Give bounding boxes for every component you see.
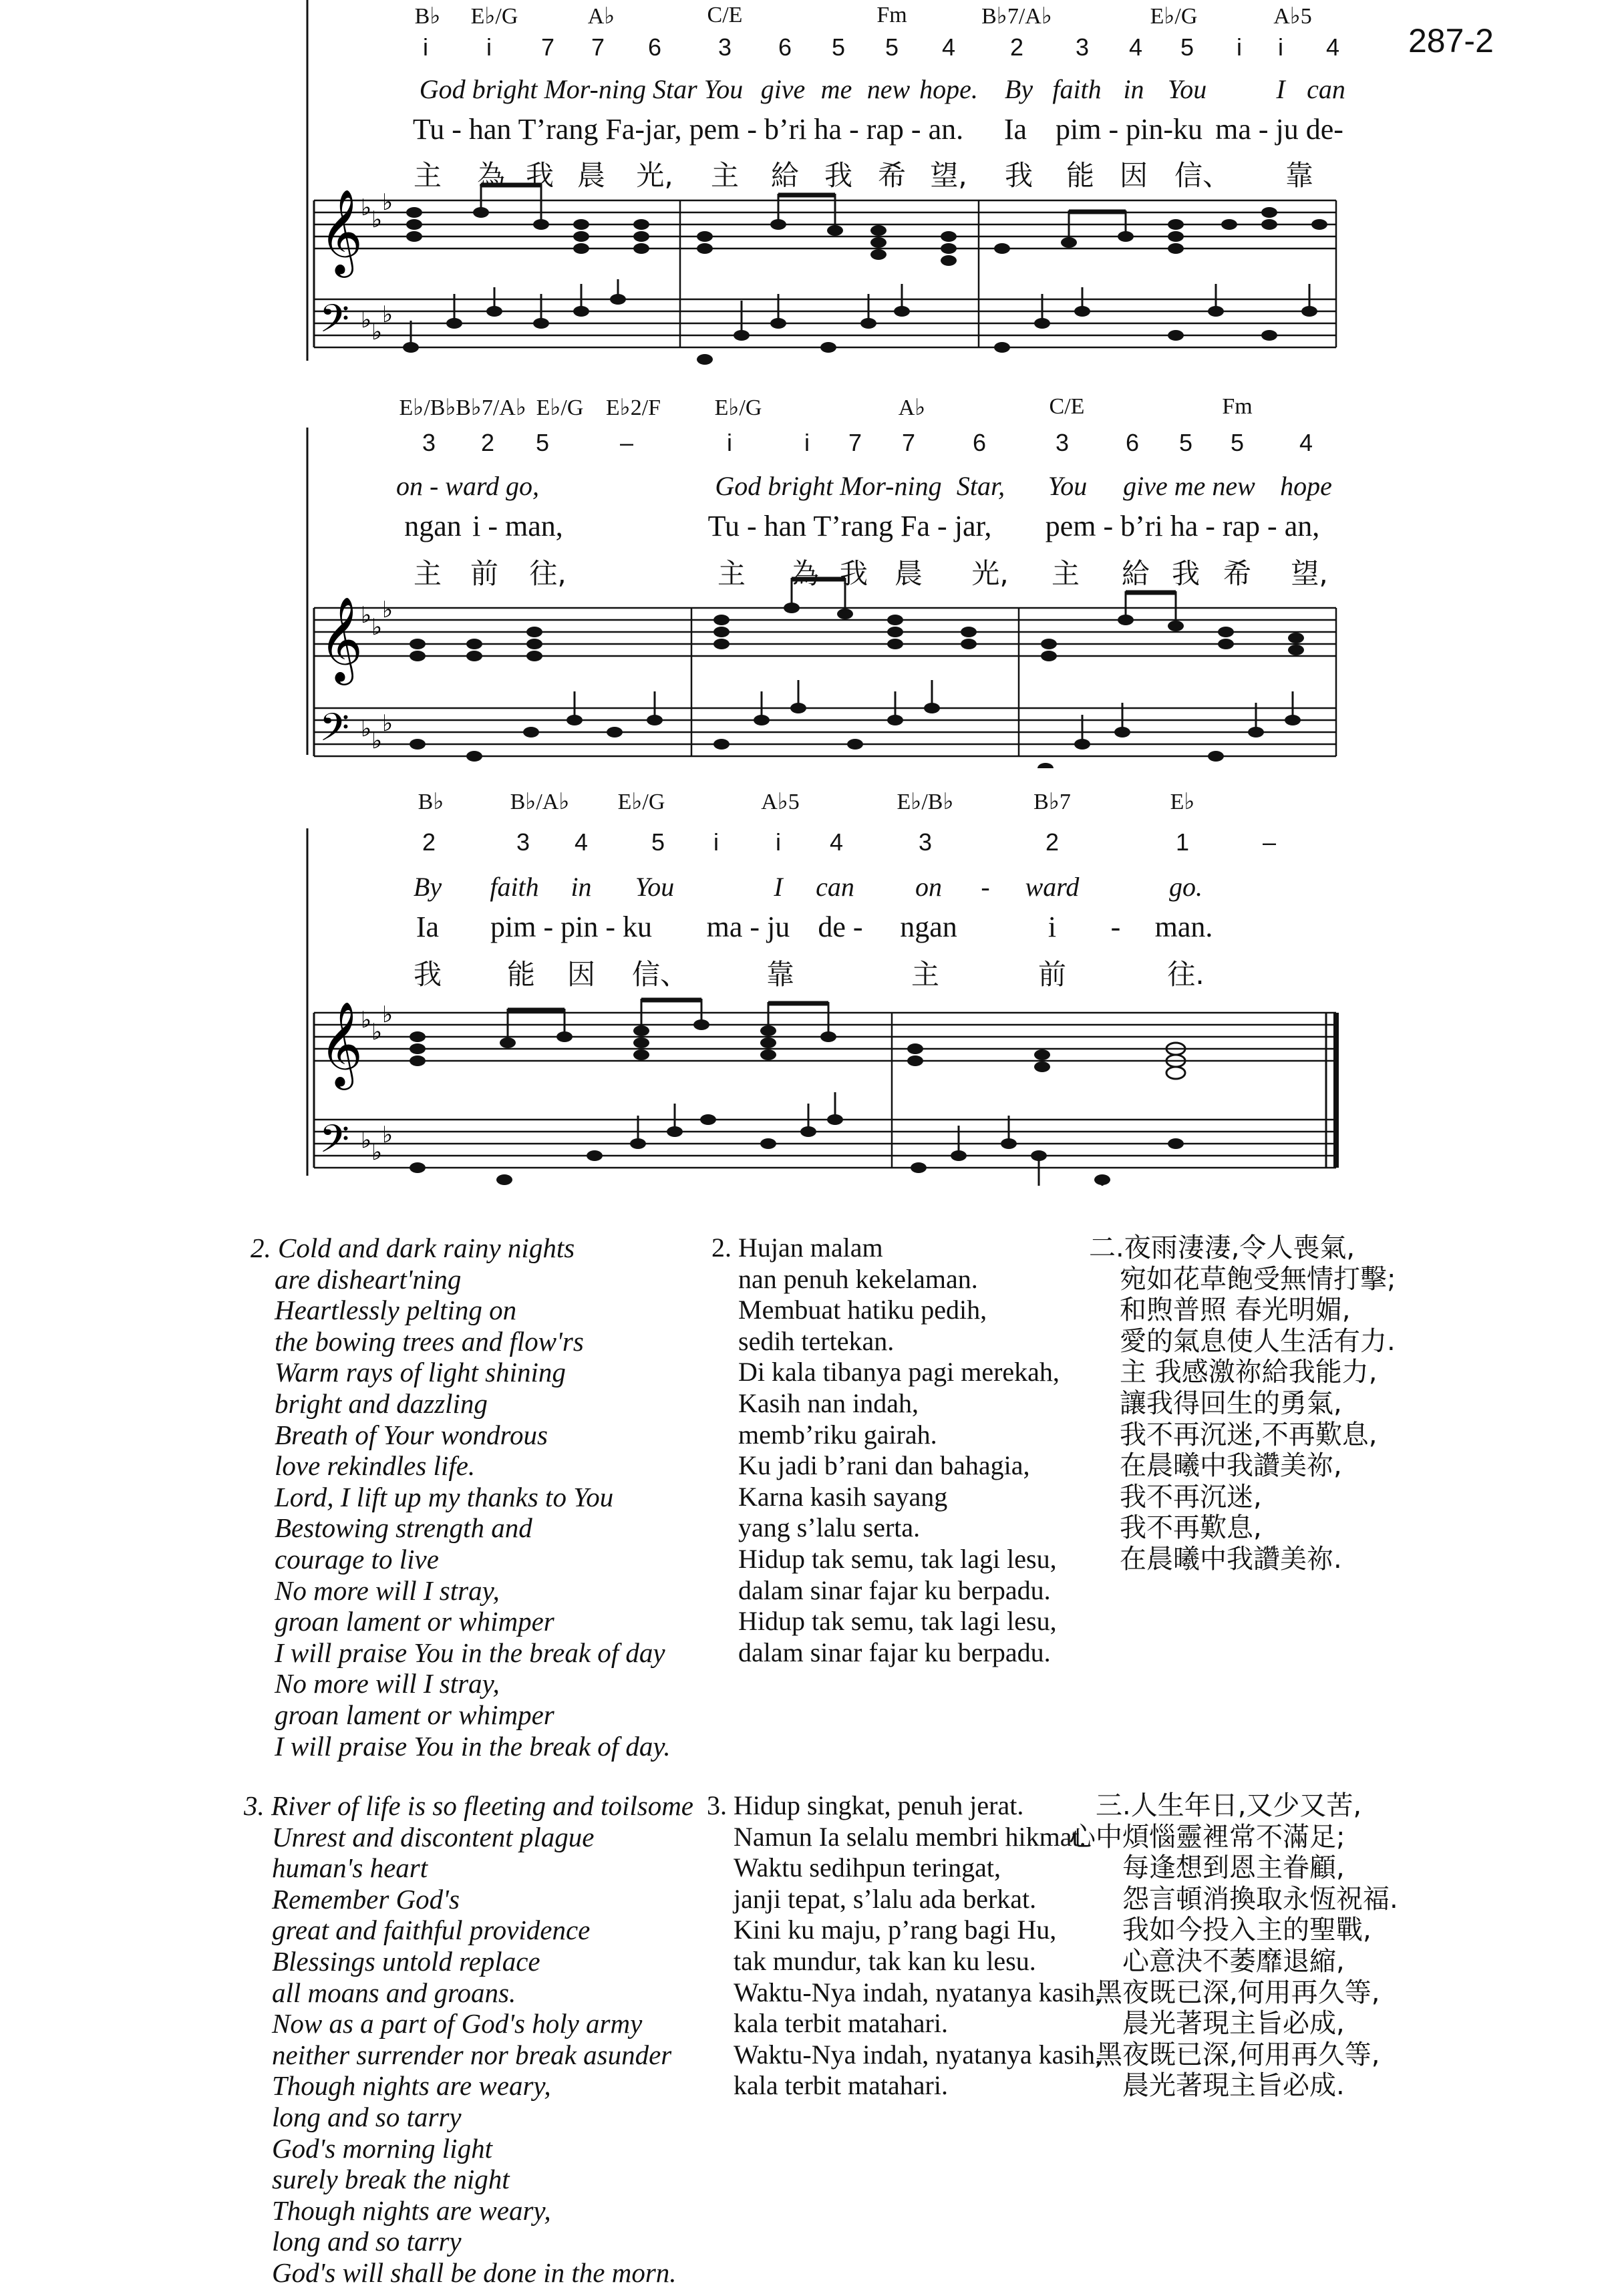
lyric-syllable: hope. [919,74,978,104]
chord-symbol: B♭7/A♭ [456,395,526,420]
verse-line: 心意決不萎靡退縮, [1122,1945,1345,1977]
note-number: 4 [941,33,956,61]
verse-line: 和煦普照 春光明媚, [1120,1295,1351,1326]
svg-text:♭: ♭ [382,597,393,623]
verse-line: 二.夜雨淒淒,令人喪氣, [1089,1233,1355,1263]
svg-text:♭: ♭ [382,1001,393,1028]
verse-line: 在晨曦中我讚美祢. [1120,1543,1342,1575]
lyric-character: 望, [1291,557,1328,590]
lyric-character: 給 [1121,557,1150,590]
bass-staff [314,708,1336,756]
bass-notes [410,1114,1184,1185]
chord-symbol: A♭ [898,395,926,420]
verse-line: kala terbit matahari. [734,2070,948,2101]
lyric-syllable: on - ward go, [395,471,540,501]
note-number: 5 [884,33,899,61]
verse-line: kala terbit matahari. [734,2008,948,2039]
lyric-syllable: Tu - han T’rang Fa-jar, pem - b’ri ha - rap - an. [412,113,964,146]
verse-line: great and faithful providence [272,1915,591,1946]
verse-line: 讓我得回生的勇氣, [1120,1387,1342,1419]
verse-line: 3. Hidup singkat, penuh jerat. [707,1790,1024,1820]
note-number: 6 [647,33,662,61]
verse-line: Namun Ia selalu membri hikmat. [734,1821,1086,1852]
verse-line: neither surrender nor break asunder [272,2039,672,2070]
lyric-character: 前 [1037,958,1067,991]
lyric-syllable: give me new [1123,471,1255,501]
lyric-character: 主 [710,159,740,192]
chord-symbol: E♭2/F [605,395,661,420]
note-number: i [713,828,719,856]
verse-line: 每逢想到恩主眷顧, [1122,1852,1345,1884]
verse-line: Hidup tak semu, tak lagi lesu, [738,1606,1057,1637]
lyric-character: 靠 [766,958,795,991]
svg-text:♭: ♭ [361,1127,372,1154]
lyric-syllable: You [635,872,675,902]
note-number: 7 [540,33,555,61]
verse-line: all moans and groans. [272,1977,516,2008]
lyric-character: 信、 [631,958,689,991]
chord-symbol: A♭5 [1273,4,1312,29]
lyric-syllable: ma - ju de- [1215,113,1343,146]
verse-line: Karna kasih sayang [738,1481,948,1512]
lyric-character: 能 [1066,159,1095,192]
verse-line: tak mundur, tak kan ku lesu. [734,1945,1036,1976]
verse-line: 晨光著現主旨必成. [1122,2070,1345,2102]
key-signature-icon [361,189,393,345]
chord-symbol: A♭ [587,4,615,29]
lyric-syllable: Ia [416,911,440,943]
lyric-character: 主 [717,557,746,590]
verse-line: Waktu sedihpun teringat, [734,1852,1001,1883]
lyric-syllable: new [866,74,911,104]
lyric-character: 我 [413,958,442,991]
verse-line: Remember God's [272,1883,460,1915]
chord-symbol: B♭7/A♭ [981,4,1052,29]
lyric-syllable: go. [1169,872,1202,902]
note-number: 4 [829,828,844,856]
chord-symbol: E♭/B♭ [897,790,954,814]
verse-line: nan penuh kekelaman. [738,1263,978,1294]
chord-symbol: Fm [876,3,907,27]
bass-staff [314,299,1336,347]
bass-notes [403,294,1317,365]
treble-notes [410,1019,1050,1072]
lyric-syllable: You [1048,471,1088,501]
chord-symbol: B♭ [414,4,441,29]
note-number: 4 [1325,33,1340,61]
lyric-syllable: de - [818,911,863,943]
bass-clef-icon: 𝄢 [319,705,350,760]
svg-text:♭: ♭ [371,319,383,345]
lyric-character: 主 [413,159,442,192]
treble-clef-icon: 𝄞 [319,596,363,681]
note-number: 4 [1299,429,1313,456]
verse-line: No more will I stray, [275,1668,500,1699]
chord-symbol: E♭/G [1150,4,1198,29]
verse-line: God's morning light [272,2132,492,2164]
chord-symbol: B♭7 [1033,790,1071,814]
verse-line: dalam sinar fajar ku berpadu. [738,1637,1051,1667]
verse-line: Though nights are weary, [272,2194,551,2226]
verse-2-indonesian [711,1233,1060,1668]
treble-clef-icon: 𝄞 [319,1001,363,1086]
treble-clef-icon: 𝄞 [319,188,363,274]
verse-line: Ku jadi b’rani dan bahagia, [738,1450,1030,1481]
lyric-character: 靠 [1285,159,1314,192]
lyric-syllable: ngan [404,510,462,542]
verse-line: 我如今投入主的聖戰, [1122,1915,1372,1946]
note-number: 3 [918,828,933,856]
lyric-character: 為 [790,557,820,590]
note-number: 2 [480,429,495,456]
lyric-syllable: Tu - han T’rang Fa - jar, [707,510,992,542]
lyric-syllable: ward [1025,872,1080,902]
note-number: i [1278,33,1283,61]
lyric-syllable: By [413,872,442,902]
note-number: i [1237,33,1242,61]
lyric-syllable: faith [1052,74,1102,104]
lyric-character: 因 [1119,159,1148,192]
lyric-syllable: Star, [956,471,1005,501]
note-number: 7 [901,429,916,456]
note-number: 5 [1178,429,1193,456]
lyric-character: 我 [525,159,554,192]
svg-text:♭: ♭ [382,189,393,216]
lyric-character: 給 [770,159,800,192]
music-notation [0,788,1610,1189]
svg-text:♭: ♭ [361,307,372,333]
note-number: 2 [1009,33,1024,61]
note-number: i [727,429,732,456]
lyric-syllable: By [1004,74,1033,104]
verse-line: 主 我感激祢給我能力, [1120,1357,1378,1388]
lyric-syllable: can [1307,74,1345,104]
verse-line: 2. Hujan malam [711,1233,883,1263]
verse-line: Breath of Your wondrous [275,1419,548,1450]
verse-line: 黑夜既已深,何用再久等, [1096,2039,1380,2070]
note-number: i [486,33,492,61]
key-signature-icon [361,597,393,754]
verse-line: Kini ku maju, p’rang bagi Hu, [734,1915,1057,1945]
svg-text:♭: ♭ [371,1019,383,1045]
verse-line: Waktu-Nya indah, nyatanya kasih, [734,2039,1102,2070]
svg-text:♭: ♭ [371,206,383,233]
note-number: 6 [778,33,792,61]
lyric-syllable: pim - pin-ku [1056,113,1202,146]
music-notation [0,394,1610,768]
chord-symbol: E♭/G [470,4,518,29]
chord-symbol: Fm [1222,394,1253,419]
verse-3-english [244,1790,693,2289]
lyric-character: 主 [911,958,940,991]
lyric-syllable: You [1167,74,1207,104]
note-number: 4 [1128,33,1143,61]
note-number: 3 [516,828,530,856]
lyric-character: 主 [1051,557,1080,590]
verse-line: yang s’lalu serta. [738,1512,921,1543]
verse-line: Lord, I lift up my thanks to You [275,1481,614,1512]
verse-line: long and so tarry [272,2101,462,2132]
note-number: 5 [1180,33,1194,61]
verse-line: Hidup tak semu, tak lagi lesu, [738,1543,1057,1574]
page-number: 287-2 [1408,22,1494,59]
lyric-character: 我 [839,557,868,590]
lyric-syllable: me [820,74,852,104]
verse-line: God's will shall be done in the morn. [272,2257,677,2288]
verse-line: 我不再沉迷,不再歎息, [1120,1419,1378,1450]
verse-line: groan lament or whimper [275,1699,554,1730]
lyric-syllable: God bright Mor-ning [715,471,942,501]
lyric-character: 往. [1167,958,1204,991]
note-number: 5 [535,429,550,456]
lyric-syllable: Ia [1003,113,1027,146]
lyric-character: 我 [1004,159,1033,192]
lyric-character: 因 [567,958,596,991]
note-number: i [423,33,428,61]
lyric-syllable: ngan [900,911,957,943]
verse-line: Though nights are weary, [272,2070,551,2102]
note-number: 3 [717,33,732,61]
verse-3-chinese [1069,1790,1398,2102]
note-number: 7 [848,429,862,456]
bass-clef-icon: 𝄢 [319,296,350,351]
lyric-syllable: give [760,74,806,104]
verse-line: Kasih nan indah, [738,1387,919,1418]
lyric-syllable: i [1048,911,1057,943]
lyric-syllable: God bright Mor-ning Star You [419,74,744,104]
verse-line: dalam sinar fajar ku berpadu. [738,1575,1051,1605]
svg-text:♭: ♭ [382,301,393,328]
verse-line: Blessings untold replace [272,1945,540,1977]
lyric-syllable: faith [490,872,539,902]
chord-symbol: A♭5 [761,790,800,814]
verse-line: long and so tarry [272,2226,462,2257]
lyric-character: 希 [1223,557,1252,590]
verse-line: Unrest and discontent plague [272,1821,595,1852]
note-number: 6 [1125,429,1140,456]
key-signature-icon [361,1001,393,1166]
verse-line: groan lament or whimper [275,1606,554,1637]
svg-text:♭: ♭ [371,614,383,641]
note-number: i [804,429,810,456]
svg-text:♭: ♭ [361,602,372,629]
note-number: i [776,828,781,856]
lyric-character: 晨 [577,159,606,192]
note-number: 5 [1230,429,1245,456]
verse-line: human's heart [272,1852,428,1884]
verse-2-english [251,1233,671,1762]
note-number: 2 [422,828,436,856]
lyric-character: 我 [824,159,853,192]
note-number: 1 [1175,828,1190,856]
lyric-syllable: pim - pin - ku [490,911,652,943]
chord-symbol: C/E [1049,394,1085,419]
lyric-character: 望, [930,159,967,192]
verse-line: Waktu-Nya indah, nyatanya kasih, [734,1977,1102,2007]
verse-line: surely break the night [272,2164,510,2195]
lyric-character: 主 [413,557,442,590]
svg-text:♭: ♭ [371,727,383,754]
verse-line: are disheart'ning [275,1263,462,1295]
chord-symbol: B♭ [418,790,444,814]
verse-line: Membuat hatiku pedih, [738,1295,987,1325]
lyric-syllable: I [774,872,783,902]
verse-line: sedih tertekan. [738,1325,895,1356]
lyric-syllable: can [816,872,854,902]
verse-line: Di kala tibanya pagi merekah, [738,1357,1060,1387]
verse-line: I will praise You in the break of day. [275,1730,671,1762]
lyric-syllable: pem - b’ri ha - rap - an, [1045,510,1320,542]
bass-clef-icon: 𝄢 [319,1116,350,1171]
lyric-syllable: I [1276,74,1285,104]
verse-line: No more will I stray, [275,1575,500,1606]
verse-line: janji tepat, s’lalu ada berkat. [734,1883,1037,1914]
svg-text:♭: ♭ [371,1139,383,1166]
note-number: 4 [574,828,589,856]
verse-line: 愛的氣息使人生活有力. [1120,1325,1396,1357]
verse-line: Bestowing strength and [275,1512,532,1544]
note-number: 6 [972,429,987,456]
chord-symbol: E♭/G [617,790,665,814]
verse-3-indonesian [707,1790,1102,2102]
verse-line: 三.人生年日,又少又苦, [1096,1790,1362,1821]
lyric-syllable: man. [1154,911,1213,943]
note-number: 7 [591,33,605,61]
verse-line: love rekindles life. [275,1450,476,1482]
lyric-syllable: - [1110,911,1121,943]
svg-text:♭: ♭ [361,715,372,742]
verse-line: courage to live [275,1543,439,1575]
note-number: 2 [1045,828,1060,856]
verse-line: 2. Cold and dark rainy nights [251,1233,575,1263]
verse-line: the bowing trees and flow'rs [275,1325,584,1357]
lyric-character: 光, [636,159,673,192]
music-notation [0,0,1610,374]
note-number: – [1262,828,1277,856]
lyric-syllable: - [981,872,990,902]
treble-staff [314,608,1336,656]
verse-line: 怨言頓消換取永恆祝福. [1122,1883,1398,1915]
lyric-character: 為 [476,159,506,192]
lyric-character: 希 [877,159,907,192]
lyric-character: 我 [1171,557,1200,590]
lyric-syllable: in [571,872,592,902]
lyric-syllable: ma - ju [706,911,790,943]
chord-symbol: E♭/B♭ [399,395,456,420]
bass-notes [410,703,1301,768]
verse-line: 宛如花草飽受無情打擊; [1120,1263,1396,1295]
note-number: 3 [422,429,436,456]
lyric-character: 信、 [1174,159,1231,192]
verse-line: 黑夜既已深,何用再久等, [1096,1977,1380,2008]
svg-text:♭: ♭ [382,1122,393,1148]
verse-line: 3. River of life is so fleeting and toilsome [244,1790,693,1821]
svg-text:♭: ♭ [361,1007,372,1033]
verse-line: 我不再歎息, [1120,1512,1262,1544]
lyric-syllable: in [1123,74,1144,104]
lyric-syllable: i - man, [472,510,563,542]
lyric-syllable: on [915,872,942,902]
chord-symbol: E♭/G [714,395,762,420]
note-number: – [619,429,634,456]
verse-line: Warm rays of light shining [275,1357,566,1388]
chord-symbol: C/E [707,3,743,27]
chord-symbol: E♭ [1170,790,1195,814]
lyric-syllable: hope [1280,471,1332,501]
lyric-character: 能 [506,958,536,991]
note-number: 3 [1055,429,1070,456]
lyric-character: 前 [470,557,499,590]
verse-line: Heartlessly pelting on [275,1295,517,1326]
verse-line: 在晨曦中我讚美祢, [1120,1450,1342,1482]
verse-line: memb’riku gairah. [738,1419,937,1450]
lyric-character: 晨 [894,557,923,590]
lyric-character: 光, [971,557,1009,590]
lyric-character: 往, [529,557,567,590]
verse-line: bright and dazzling [275,1387,488,1419]
note-number: 5 [651,828,665,856]
verse-2-chinese [1089,1233,1396,1575]
verse-line: 心中煩惱靈裡常不滿足; [1069,1821,1345,1852]
svg-text:♭: ♭ [382,710,393,737]
verse-line: Now as a part of God's holy army [272,2008,643,2039]
verse-line: 我不再沉迷, [1120,1481,1262,1512]
verse-line: I will praise You in the break of day [275,1637,665,1668]
note-number: 3 [1075,33,1090,61]
verse-line: 晨光著現主旨必成, [1122,2008,1345,2039]
note-number: 5 [831,33,846,61]
svg-text:♭: ♭ [361,194,372,221]
chord-symbol: B♭/A♭ [510,790,570,814]
chord-symbol: E♭/G [536,395,584,420]
